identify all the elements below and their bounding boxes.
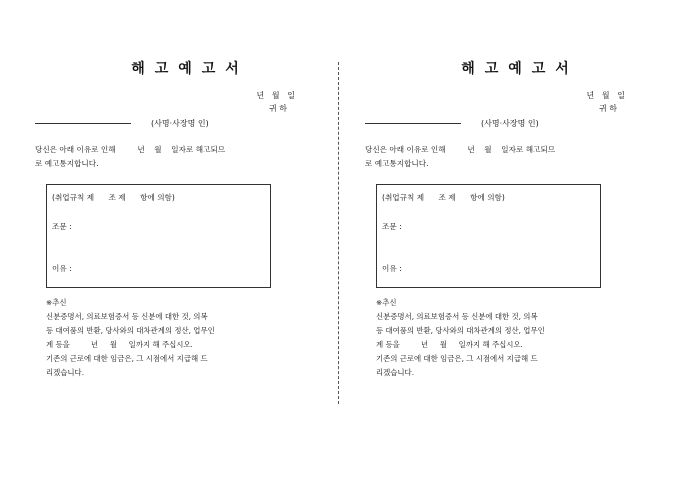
notice-line-2: 로 예고통지합니다.	[365, 159, 429, 168]
article-label: 조문 :	[52, 222, 72, 231]
rule-reference: (취업규칙 제 조 제 항에 의함)	[382, 193, 505, 202]
notice-line-1: 당신은 아래 이유로 인해 년 월 일자로 해고되므	[365, 145, 556, 154]
recipient-honorific: 귀 하	[269, 104, 287, 113]
form-title: 해고예고서	[131, 61, 249, 77]
reason-label: 이유 :	[382, 264, 402, 273]
notice-line-2: 로 예고통지합니다.	[35, 159, 99, 168]
reason-box	[46, 184, 271, 288]
postscript	[376, 296, 601, 380]
recipient-name-line	[365, 123, 461, 124]
postscript-line: 신분증명서, 의료보험증서 등 신분에 대한 것, 의복	[376, 312, 538, 321]
article-label: 조문 :	[382, 222, 402, 231]
postscript-heading: ※추신	[46, 298, 67, 307]
date-line: 년 월 일	[256, 91, 295, 100]
postscript-line: 등 대여품의 반환, 당사와의 대차관계의 정산, 업무인	[46, 326, 215, 335]
recipient-name-line	[35, 123, 131, 124]
rule-reference: (취업규칙 제 조 제 항에 의함)	[52, 193, 175, 202]
cut-line-divider	[338, 62, 339, 404]
notice-text	[365, 143, 633, 171]
reason-label: 이유 :	[52, 264, 72, 273]
postscript-line: 계 등을 년 월 일까지 해 주십시오.	[376, 340, 523, 349]
postscript-line: 리겠습니다.	[376, 368, 415, 377]
postscript-line: 리겠습니다.	[46, 368, 85, 377]
postscript-line: 기존의 근로에 대한 임금은, 그 시점에서 지급해 드	[46, 354, 208, 363]
postscript-line: 기존의 근로에 대한 임금은, 그 시점에서 지급해 드	[376, 354, 538, 363]
form-title: 해고예고서	[461, 61, 579, 77]
postscript	[46, 296, 271, 380]
notice-text	[35, 143, 303, 171]
recipient-honorific: 귀 하	[599, 104, 617, 113]
dismissal-notice-form-left	[35, 0, 335, 481]
signature-label: (사명·사장명 인)	[481, 119, 539, 128]
postscript-line: 계 등을 년 월 일까지 해 주십시오.	[46, 340, 193, 349]
postscript-line: 등 대여품의 반환, 당사와의 대차관계의 정산, 업무인	[376, 326, 545, 335]
signature-label: (사명·사장명 인)	[151, 119, 209, 128]
notice-line-1: 당신은 아래 이유로 인해 년 월 일자로 해고되므	[35, 145, 226, 154]
dismissal-notice-form-right	[365, 0, 665, 481]
postscript-line: 신분증명서, 의료보험증서 등 신분에 대한 것, 의복	[46, 312, 208, 321]
date-line: 년 월 일	[586, 91, 625, 100]
reason-box	[376, 184, 601, 288]
postscript-heading: ※추신	[376, 298, 397, 307]
